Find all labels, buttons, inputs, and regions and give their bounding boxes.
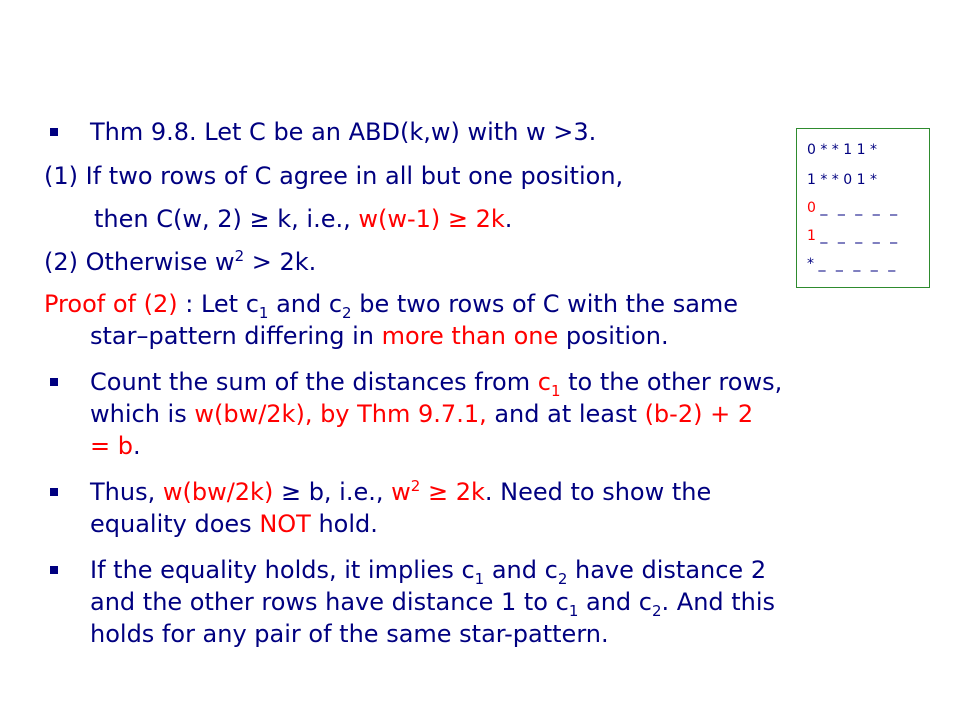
count-line-1: Count the sum of the distances from $c_1$ to the other rows,	[90, 368, 783, 400]
pattern-row-3: 0 _ _ _ _ _	[807, 200, 901, 216]
pattern-row-5: * _ _ _ _ _	[807, 256, 899, 272]
pattern-row-1: 0 * * 1 1 *	[807, 142, 877, 158]
geq-symbol: ≥	[249, 205, 270, 233]
proof-line-2: star–pattern differing in more than one position.	[90, 322, 669, 350]
thus-line-1: Thus, w(bw/2k) ≥ b, i.e., $w^2 \ge 2k$. Need to show the	[90, 477, 712, 506]
theorem-item-2: (2) Otherwise $w^2 > 2k$.	[44, 247, 317, 276]
thus-line-2: equality does NOT hold.	[90, 510, 378, 538]
count-line-3: = b.	[90, 432, 141, 460]
proof-line-1: Proof of (2) : Let $c_1$ and $c_2$ be two rows of C with the same	[44, 290, 739, 322]
star-pattern-box	[796, 128, 930, 288]
pattern-row-4: 1 _ _ _ _ _	[807, 228, 901, 244]
theorem-title: Thm 9.8. Let C be an ABD(k,w) with w >3.	[90, 118, 597, 146]
if-line-1: If the equality holds, it implies $c_1$ and $c_2$ have distance 2	[90, 556, 767, 588]
bullet-marker	[50, 128, 58, 136]
count-line-2: which is w(bw/2k), by Thm 9.7.1, and at least (b-2) + 2	[90, 400, 754, 428]
bullet-marker	[50, 378, 58, 386]
geq-symbol: ≥	[427, 478, 449, 506]
if-line-2: and the other rows have distance 1 to $c_1$ and $c_2$. And this	[90, 588, 776, 620]
geq-symbol: ≥	[447, 205, 468, 233]
bullet-marker	[50, 488, 58, 496]
theorem-item-1-consequence: then C(w, 2) ≥ k, i.e., w(w-1) ≥ 2k.	[94, 205, 513, 233]
theorem-item-1: (1) If two rows of C agree in all but one position,	[44, 162, 624, 190]
pattern-row-2: 1 * * 0 1 *	[807, 172, 877, 188]
geq-symbol: ≥	[280, 478, 302, 506]
if-line-3: holds for any pair of the same star-pattern.	[90, 620, 609, 648]
bullet-marker	[50, 566, 58, 574]
